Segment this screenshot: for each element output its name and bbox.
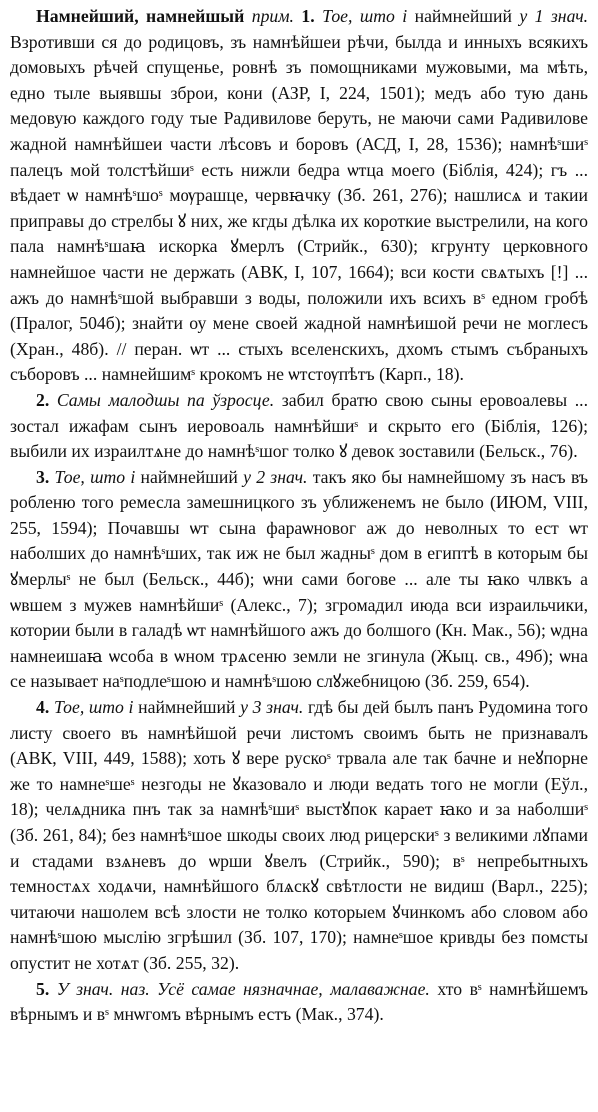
sense-number: 1. — [301, 6, 315, 26]
entry-paragraph-1 — [10, 4, 588, 388]
citations: хто вˢ намнѣйшемъ вѣрнымъ и вˢ мнѡгомъ вѣрнымъ естъ (Мак., 374). — [10, 978, 589, 1025]
citations: забил братю свою сыны еровоалевы ... зостал ижафам сынъ иеровоаль намнѣйшиˢ и скрыто его (Біблія, 126); выбили их израилтѧне до намнѣˢшог толко ꙋ девок зоставили (Бельск., 76). — [10, 389, 589, 462]
entry-paragraph-2 — [10, 388, 588, 465]
sense-reference: у 3 знач. — [240, 697, 304, 718]
citations: такъ яко бы намнейшому зъ насъ въ робленю того ремесла замешницкого зъ уближенемъ не было (ИЮМ, VIII, 255, 1594); Почавшы ѡт сына фараѡновог аж до неволных то ест ѡт наболших до намнѣˢших, так иж не был жадныˢ дом в египтѣ в которым бы ꙋмерлыˢ не был (Бельск., 44б); ѡни сами богове ... але ты ꙗко члвкъ а ѡвшем з мужев намнѣйшиˢ (Алекс., 7); згромадил июда вси израильчики, котории были в галадѣ ѡт намнѣйшого ажъ до болшого (Кн. Мак., 56); ѡдна намнеишаꙗ ѡсоба в ѡном трѧсеню земли не згинула (Жыц. св., 49б); ѡна се называет наˢподлеˢшою и намнѣˢшою слꙋжебницою (Зб. 259, 654). — [10, 466, 589, 692]
citations: гдѣ бы дей былъ панъ Рудомина того листу своего въ намнѣйшой речи листомъ своимъ быть не признавалъ (АВК, VIII, 449, 1588); хоть ꙋ вере рускоˢ трвала але так бачне и неꙋпорне же то намнеˢшеˢ незгоды не ꙋказовало и люди ведать того не могли (Еўл., 18); челѧдника пнъ так за намнѣˢшиˢ выстꙋпок карает ꙗко и за наболшиˢ (Зб. 261, 84); без намнѣˢшое шкоды своих люд рицерскиˢ з великими лꙋпами и стадами взѧневъ до ѡрши ꙋвелъ (Стрийк., 590); вˢ непребытныхъ темностѧх ходѧчи, намнѣйшого блѧскꙋ свѣтлости не видиш (Варл., 225); читаючи нашолем всѣ злости не толко которыем ꙋчинкомъ або словом або намнѣˢшою мыслію згрѣшил (Зб. 107, 170); намнеˢшое кривды без помсты опустит не хотѧт (Зб. 255, 32). — [10, 697, 589, 973]
definition: Самы малодшы па ўзросце. — [56, 389, 275, 410]
entry-paragraph-3 — [10, 465, 588, 695]
sense-number: 3. — [36, 466, 50, 487]
entry-paragraph-5 — [10, 977, 588, 1028]
headword: Намнейший, намнейшый — [36, 6, 245, 26]
entry-paragraph-4 — [10, 695, 588, 977]
sense-number: 4. — [36, 697, 50, 718]
sense-reference: у 2 знач. — [243, 466, 308, 487]
reference-word: наймнейший — [414, 6, 512, 26]
part-of-speech: прим. — [251, 6, 294, 26]
reference-word: наймнейший — [138, 697, 236, 718]
definition: Тое, што і — [54, 466, 136, 487]
definition: Тое, што і — [322, 6, 408, 26]
definition: Тое, што і — [53, 697, 134, 718]
reference-word: наймнейший — [140, 466, 238, 487]
citations: Взротивши ся до родицовъ, зъ намнѣйшеи рѣчи, былда и инныхъ всякихъ домовыхъ рѣчей спущенье, ровнѣ зъ помощниками мужовыми, ма мѣть, едно тыле выявшы зброи, кони (АЗР, I, 224, 1501); медъ або тую дань медовую каждого году тые Радивилове беруть, не маючи сами Радивилове жадной намнѣйшеи части лѣсовъ и боровъ (АСД, I, 28, 1536); намнѣˢшиˢ палецъ мой толстѣйшиˢ есть нижли бедра ѡтца моего (Біблія, 424); гъ ... вѣдает ѡ намнѣˢшоˢ мѹрашце, червꙗчку (Зб. 261, 276); нашлисѧ и такии приправы до стрелбы ꙋ них, же кгды дѣлка их короткие выстрелили, на кого пала намнѣˢшаꙗ искорка ꙋмерлъ (Стрийк., 630); кгрунту церковного намнейшое части не держать (АВК, I, 107, 1664); вси кости свѧтыхъ [!] ... ажъ до намнѣˢшой выбравши з воды, положили ихъ всихъ вˢ едном гробѣ (Пралог, 504б); знайти оу мене своей жадной намнѣишой речи не моглесъ (Хран., 48б). // перан. ѡт ... стыхъ вселенскихъ, дхомъ стымъ събраныхъ съборовъ ... намнейшимˢ крокомъ не ѡтстѹпѣтъ (Карп., 18). — [10, 31, 588, 385]
definition: У знач. наз. Усё самае нязначнае, малаважнае. — [56, 978, 430, 999]
sense-number: 2. — [36, 389, 50, 410]
sense-reference: у 1 знач. — [519, 6, 589, 26]
sense-number: 5. — [36, 978, 50, 999]
